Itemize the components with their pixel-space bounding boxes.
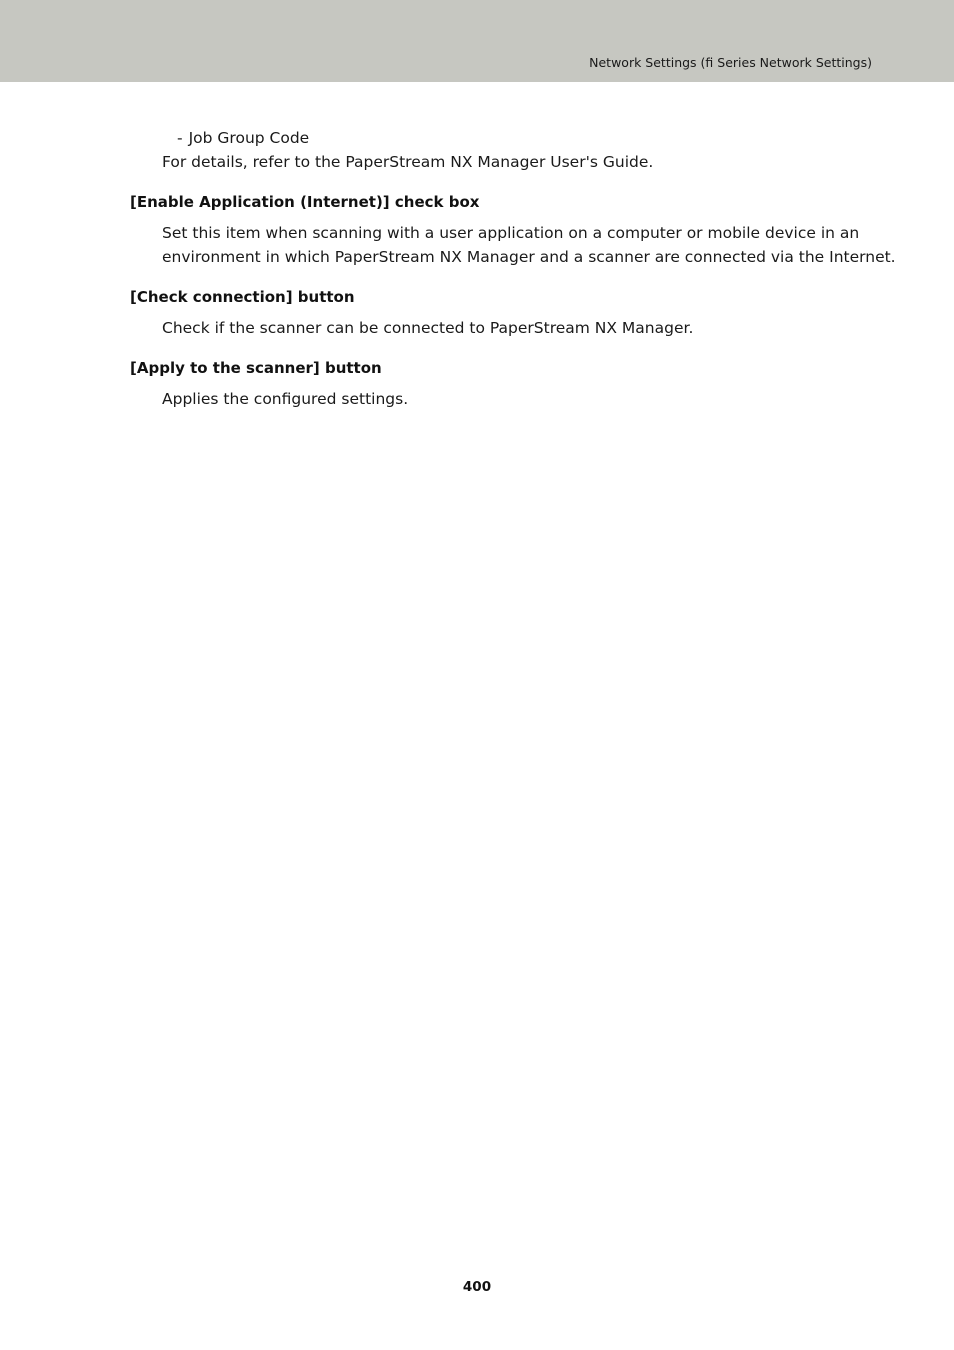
bullet-dash: - <box>177 129 183 147</box>
section-heading-apply-to-scanner: [Apply to the scanner] button <box>130 359 382 377</box>
section-text-apply-to-scanner: Applies the configured settings. <box>162 390 409 408</box>
section-text-check-connection: Check if the scanner can be connected to PaperStream NX Manager. <box>162 319 694 337</box>
page-number: 400 <box>462 1279 492 1295</box>
section-text-enable-application-line-2: environment in which PaperStream NX Manager and a scanner are connected via the Internet. <box>162 248 896 266</box>
details-line: For details, refer to the PaperStream NX Manager User's Guide. <box>162 153 654 171</box>
bullet-item <box>177 126 309 150</box>
section-text-enable-application-line-1: Set this item when scanning with a user application on a computer or mobile device in an <box>162 224 860 242</box>
section-heading-check-connection: [Check connection] button <box>130 288 355 306</box>
section-heading-enable-application: [Enable Application (Internet)] check box <box>130 193 480 211</box>
bullet-text: Job Group Code <box>188 129 310 147</box>
header-band <box>0 0 954 82</box>
header-title: Network Settings (fi Series Network Settings) <box>589 55 872 70</box>
